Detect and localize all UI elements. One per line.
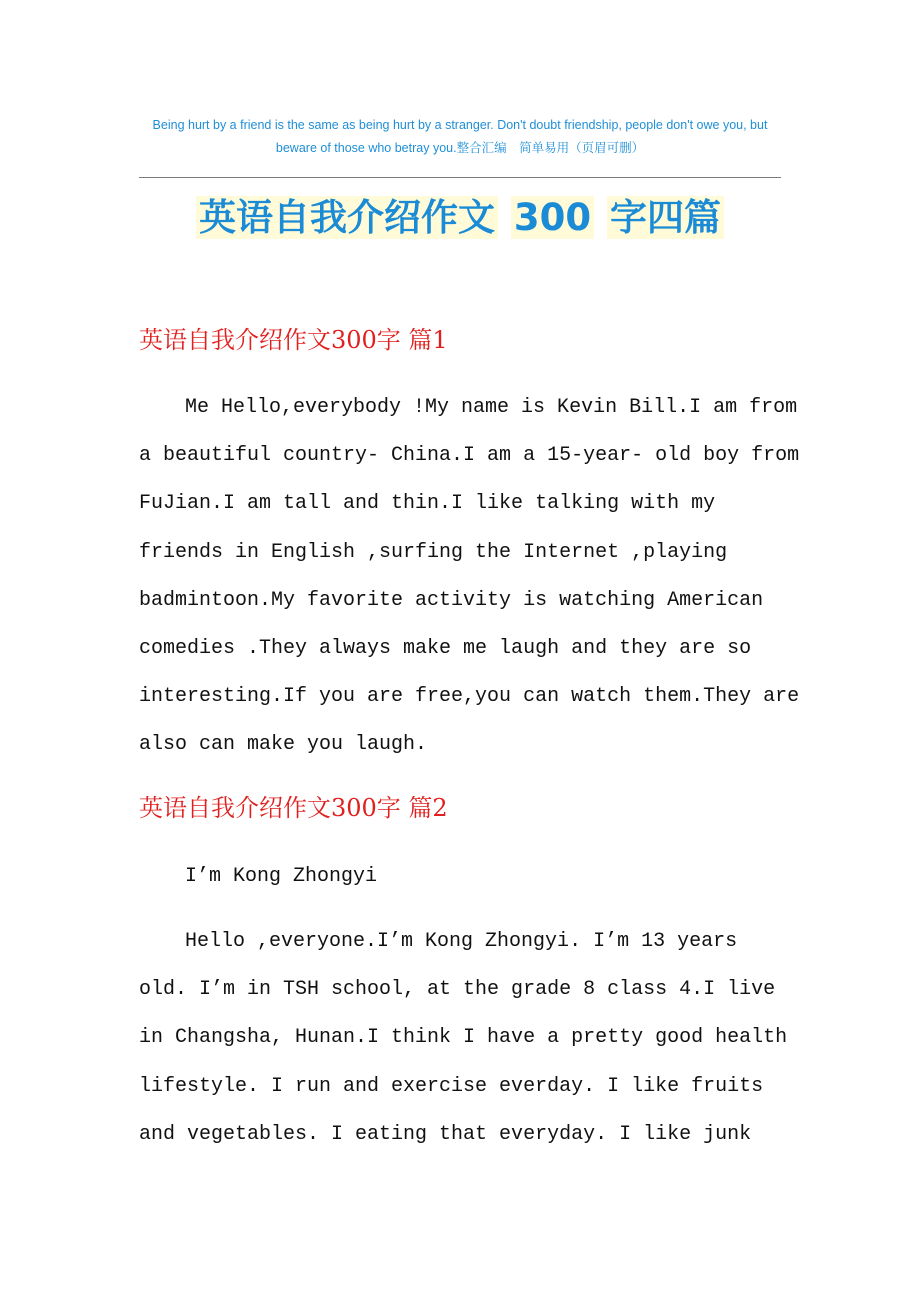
text-line: friends in English ,surfing the Internet ,playing: [139, 540, 728, 564]
section-2-paragraph-1: [139, 853, 789, 901]
text-line: also can make you laugh.: [139, 733, 428, 757]
text-line: Hello ,everyone.I’m Kong Zhongyi. I’m 13 years: [185, 930, 738, 953]
section-heading-2: 英语自我介绍作文300字 篇2: [139, 794, 448, 822]
section-heading-1: 英语自我介绍作文300字 篇1: [139, 326, 448, 354]
section-2-paragraph-2: [139, 918, 789, 1159]
page-header: [139, 114, 781, 160]
header-quote-line-1: Being hurt by a friend is the same as being hurt by a stranger. Don't doubt friendship, people don't owe you, but: [152, 118, 768, 132]
text-line: FuJian.I am tall and thin.I like talking with my: [139, 492, 716, 516]
header-quote-line-2: beware of those who betray you.整合汇编 简单易用（页眉可删）: [275, 141, 645, 155]
text-line: comedies .They always make me laugh and they are so: [139, 637, 752, 661]
title-part-1: 英语自我介绍作文: [196, 196, 498, 239]
text-line: and vegetables. I eating that everyday. I like junk: [139, 1122, 752, 1146]
section-1-paragraph-1: [139, 384, 800, 770]
text-line: lifestyle. I run and exercise everday. I like fruits: [139, 1074, 764, 1098]
text-line: interesting.If you are free,you can watch them.They are: [139, 685, 800, 709]
text-line: a beautiful country- China.I am a 15-year- old boy from: [139, 444, 800, 468]
text-line: in Changsha, Hunan.I think I have a pretty good health: [139, 1026, 788, 1050]
text-line: Me Hello,everybody !My name is Kevin Bill.I am from: [185, 396, 798, 419]
text-line: I’m Kong Zhongyi: [185, 865, 378, 888]
text-line: old. I’m in TSH school, at the grade 8 class 4.I live: [139, 978, 776, 1002]
title-part-3: 字四篇: [607, 196, 724, 239]
title-part-2: 300: [511, 196, 594, 239]
text-line: badmintoon.My favorite activity is watching American: [139, 588, 764, 612]
header-divider: [139, 177, 781, 178]
document-title: [0, 190, 920, 246]
